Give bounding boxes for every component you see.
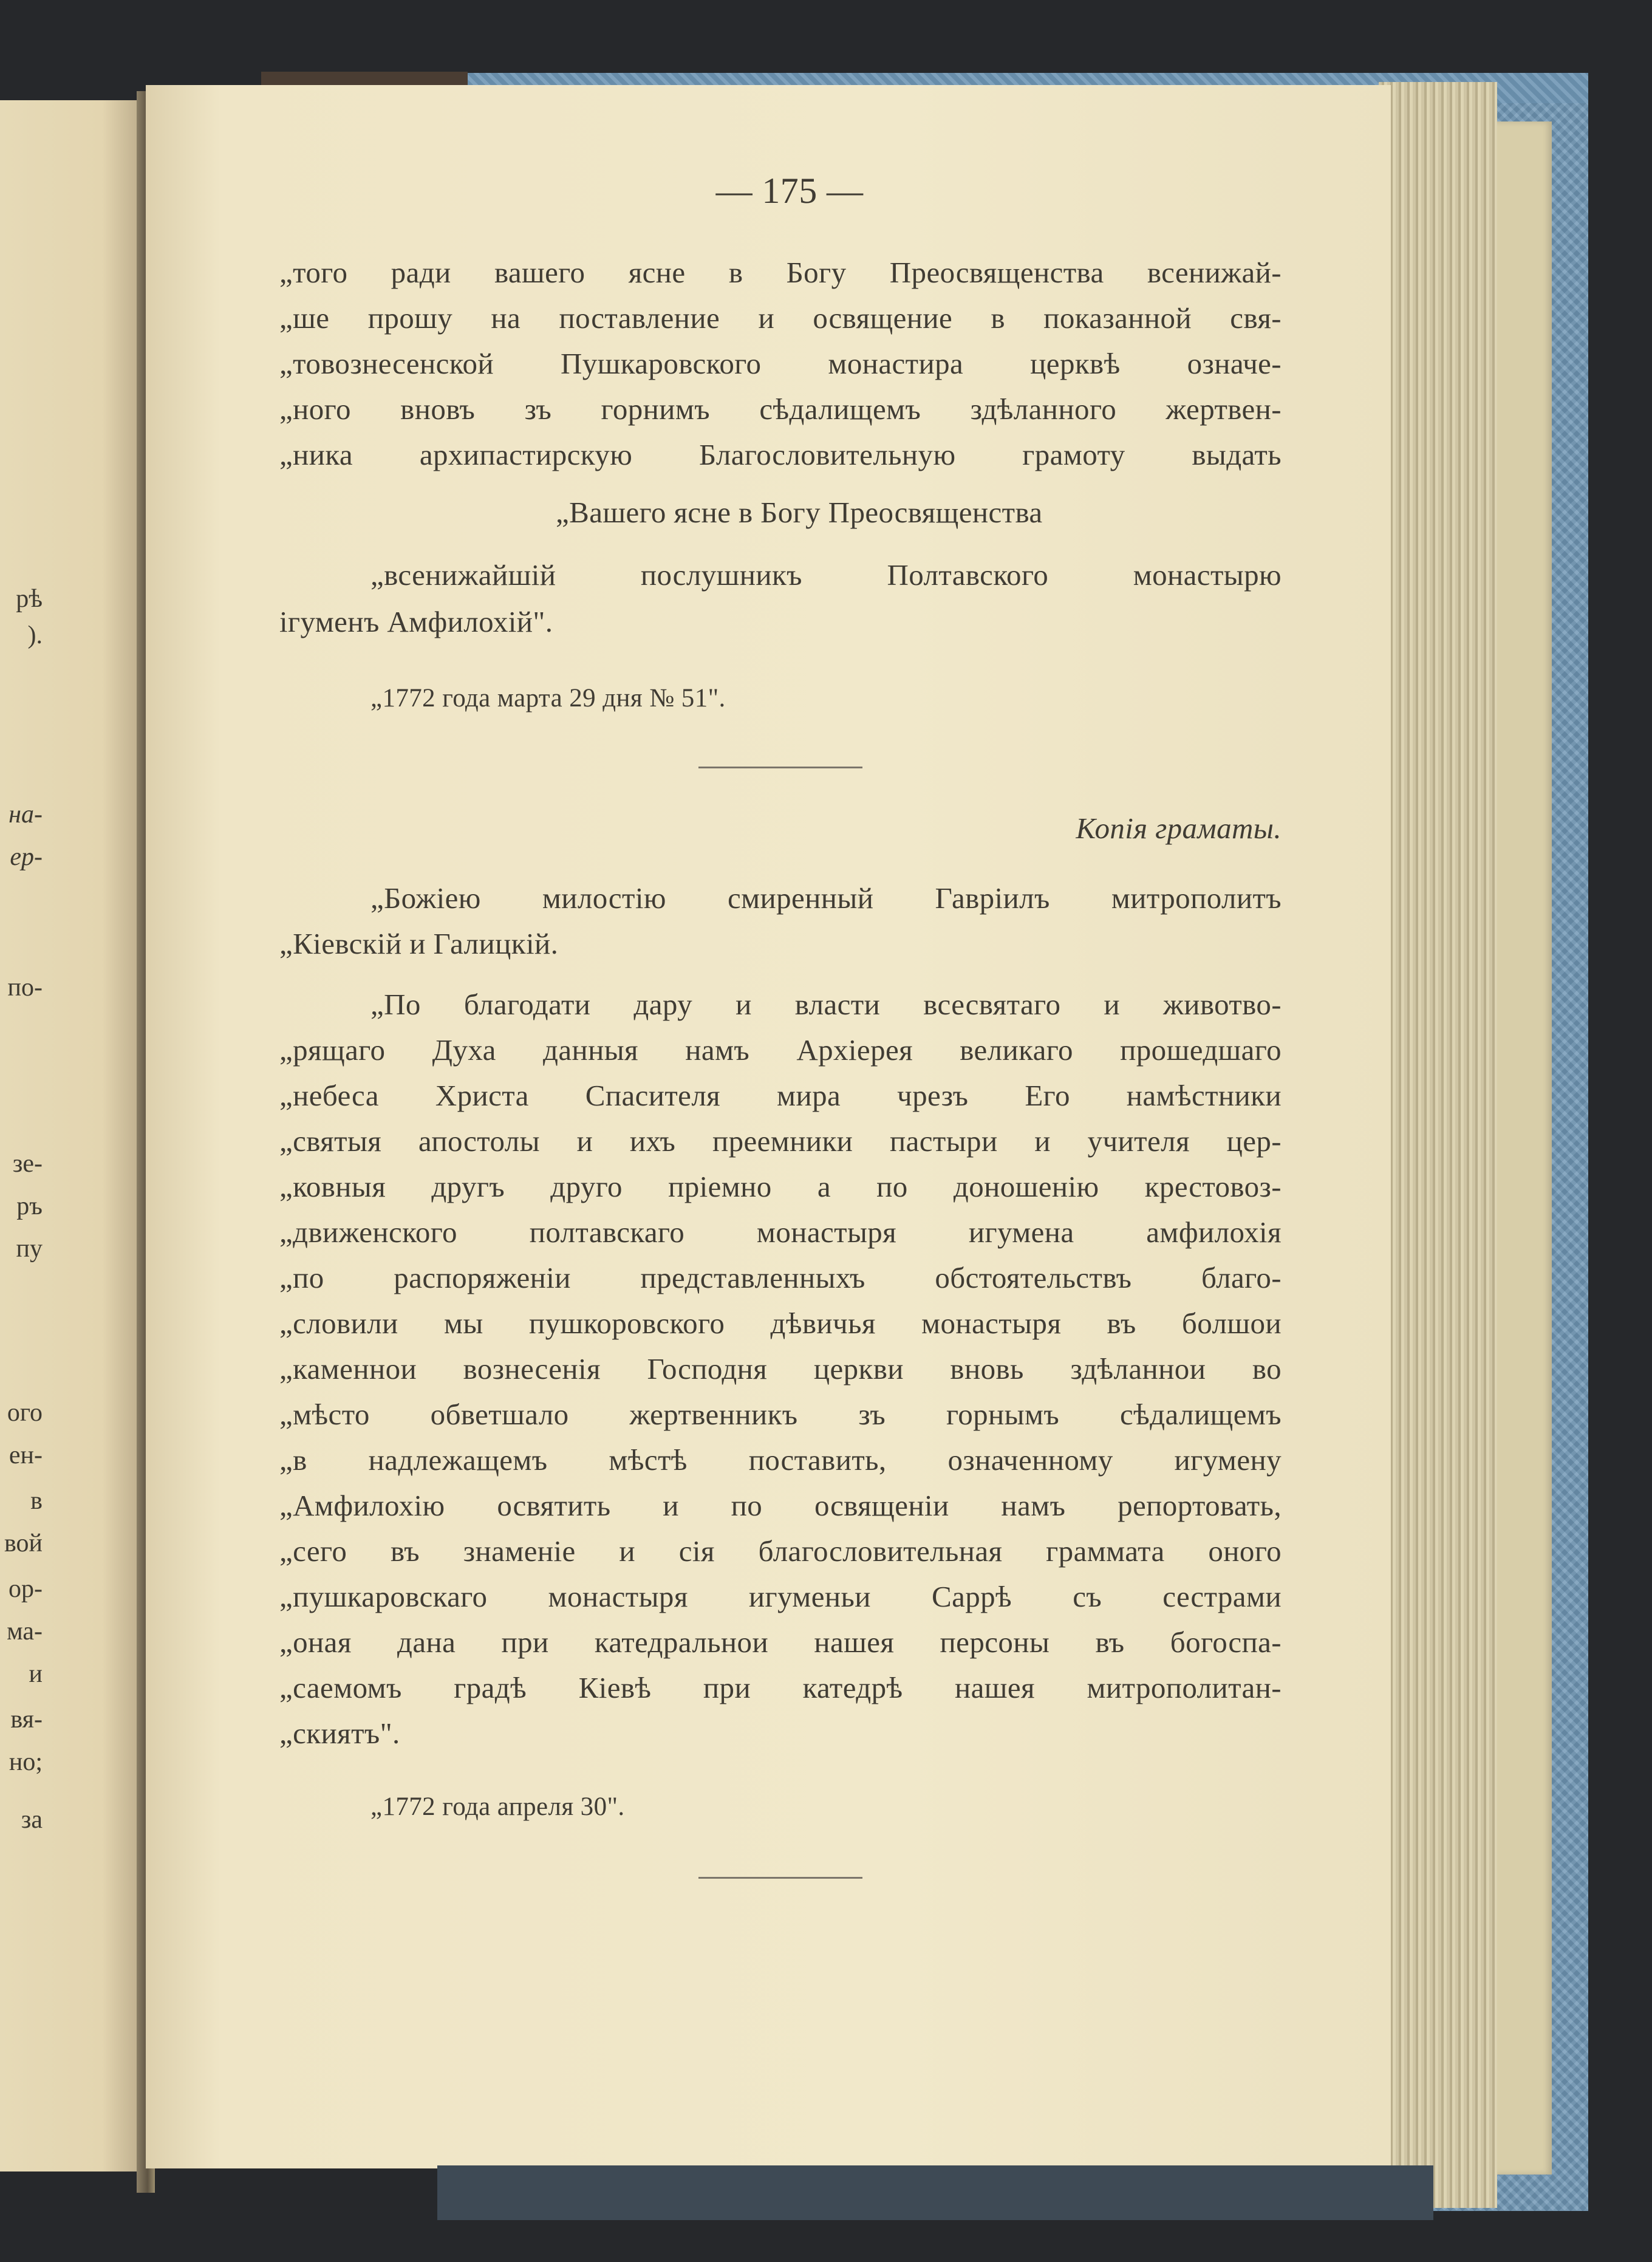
text-line: „ше прошу на поставление и освящение в показанной свя-: [279, 301, 1282, 335]
salutation: „Вашего ясне в Богу Преосвященства: [556, 496, 1043, 529]
signature-line: ігуменъ Амфилохій".: [279, 605, 553, 638]
text-line: „рящаго Духа данныя намъ Архіерея великаго прошедшаго: [279, 1033, 1282, 1067]
left-fragment: и: [29, 1660, 43, 1688]
text-line: „скиятъ".: [279, 1717, 400, 1750]
left-fragment: в: [30, 1487, 43, 1515]
left-fragment: вя-: [10, 1706, 43, 1734]
text-line: „ковныя другъ друго пріемно а по доношенію крестовоз-: [279, 1170, 1282, 1203]
left-fragment: ого: [7, 1399, 43, 1427]
text-line: „оная дана при катедральнои нашея персоны въ богоспа-: [279, 1625, 1282, 1659]
left-fragment: ор-: [9, 1575, 43, 1603]
text-line: „того ради вашего ясне в Богу Преосвященства всенижай-: [279, 256, 1282, 289]
left-fragment: ер-: [10, 843, 43, 871]
left-facing-page: [0, 100, 146, 2171]
left-fragment: рѣ: [16, 585, 43, 613]
section-divider: [698, 767, 862, 768]
text-line: „Божіею милостію смиренный Гавріилъ митрополитъ: [370, 881, 1282, 915]
text-line: „По благодати дару и власти всесвятаго и животво-: [370, 988, 1282, 1021]
cover-bottom-edge: [437, 2165, 1433, 2220]
left-fragment: ма-: [7, 1618, 43, 1645]
left-fragment: по-: [7, 974, 43, 1002]
left-fragment: но;: [9, 1748, 43, 1776]
text-line: „ника архипастирскую Благословительную грамоту выдать: [279, 438, 1282, 471]
text-line: „пушкаровскаго монастыря игуменьи Саррѣ съ сестрами: [279, 1580, 1282, 1613]
left-fragment: вой: [4, 1529, 43, 1557]
text-line: „святыя апостолы и ихъ преемники пастыри и учителя цер-: [279, 1124, 1282, 1158]
left-fragment: за: [21, 1806, 43, 1834]
left-fragment: ).: [27, 621, 43, 649]
page-stack-edge: [1379, 82, 1497, 2208]
signature-line: „всенижайшій послушникъ Полтавского монастырю: [370, 558, 1282, 592]
text-line: „движенского полтавскаго монастыря игумена амфилохія: [279, 1215, 1282, 1249]
text-line: „мѣсто обветшало жертвенникъ зъ горнымъ сѣдалищемъ: [279, 1398, 1282, 1431]
section-divider: [698, 1877, 862, 1879]
text-line: „сего въ знаменіе и сія благословительная граммата оного: [279, 1534, 1282, 1568]
section-title: Копія грамaты.: [1076, 812, 1282, 845]
left-fragment: ен-: [9, 1441, 43, 1469]
left-fragment: на-: [9, 801, 43, 829]
text-line: „каменнои вознесенія Господня церкви вновь здѣланнои во: [279, 1352, 1282, 1386]
text-line: „саемомъ градѣ Кіевѣ при катедрѣ нашея митрополитан-: [279, 1671, 1282, 1704]
text-line: „в надлежащемъ мѣстѣ поставить, означенному игумену: [279, 1443, 1282, 1477]
page-number: — 175 —: [715, 171, 864, 211]
left-fragment: зе-: [12, 1150, 43, 1178]
date-line: „1772 года марта 29 дня № 51".: [370, 684, 726, 712]
left-fragment: пу: [16, 1235, 43, 1263]
text-line: „по распоряженіи представленныхъ обстоятельствъ благо-: [279, 1261, 1282, 1294]
text-line: „словили мы пушкоровского дѣвичья монастыря въ болшои: [279, 1307, 1282, 1340]
date-line: „1772 года апреля 30".: [370, 1792, 625, 1821]
text-line: „Амфилохію освятить и по освященіи намъ репортовать,: [279, 1489, 1282, 1522]
text-line: „Кіевскій и Галицкій.: [279, 927, 559, 960]
text-line: „товознесенской Пушкаровского монастира церквѣ означе-: [279, 347, 1282, 380]
text-line: „небеса Христа Спасителя мира чрезъ Его намѣстники: [279, 1079, 1282, 1112]
text-line: „ного вновъ зъ горнимъ сѣдалищемъ здѣланного жертвен-: [279, 392, 1282, 426]
left-fragment: ръ: [16, 1192, 43, 1220]
